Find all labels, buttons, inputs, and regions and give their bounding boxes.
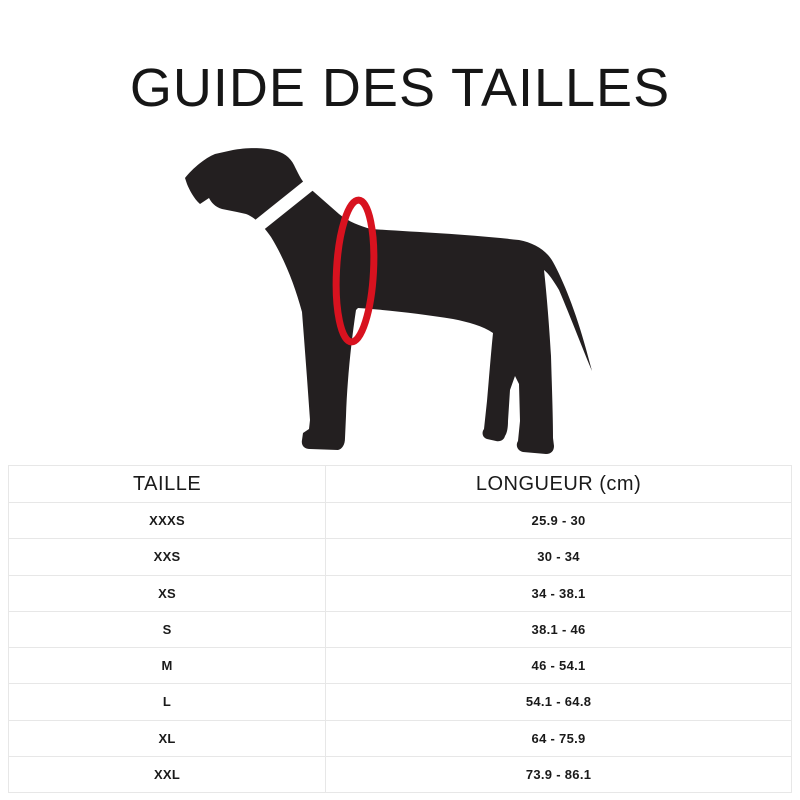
size-cell: XXS [9, 539, 326, 575]
dog-measurement-illustration [143, 138, 663, 460]
table-row-s [9, 611, 792, 647]
table-row-m [9, 648, 792, 684]
size-table [8, 465, 792, 793]
page-title: GUIDE DES TAILLES [129, 58, 671, 118]
table-row-xxl [9, 756, 792, 792]
length-cell: 73.9 - 86.1 [326, 756, 792, 792]
size-cell: XXXS [9, 503, 326, 539]
size-cell: M [9, 648, 326, 684]
table-row-l [9, 684, 792, 720]
column-header-longueur: LONGUEUR (cm) [326, 466, 792, 503]
length-cell: 38.1 - 46 [326, 611, 792, 647]
size-cell: XXL [9, 756, 326, 792]
length-cell: 46 - 54.1 [326, 648, 792, 684]
length-cell: 30 - 34 [326, 539, 792, 575]
dog-silhouette [185, 148, 592, 454]
table-row-xxxs [9, 503, 792, 539]
length-cell: 64 - 75.9 [326, 720, 792, 756]
table-header-row [9, 466, 792, 503]
table-row-xl [9, 720, 792, 756]
table-row-xs [9, 575, 792, 611]
size-cell: XL [9, 720, 326, 756]
length-cell: 54.1 - 64.8 [326, 684, 792, 720]
size-cell: L [9, 684, 326, 720]
size-cell: S [9, 611, 326, 647]
table-row-xxs [9, 539, 792, 575]
column-header-taille: TAILLE [9, 466, 326, 503]
size-cell: XS [9, 575, 326, 611]
length-cell: 34 - 38.1 [326, 575, 792, 611]
length-cell: 25.9 - 30 [326, 503, 792, 539]
